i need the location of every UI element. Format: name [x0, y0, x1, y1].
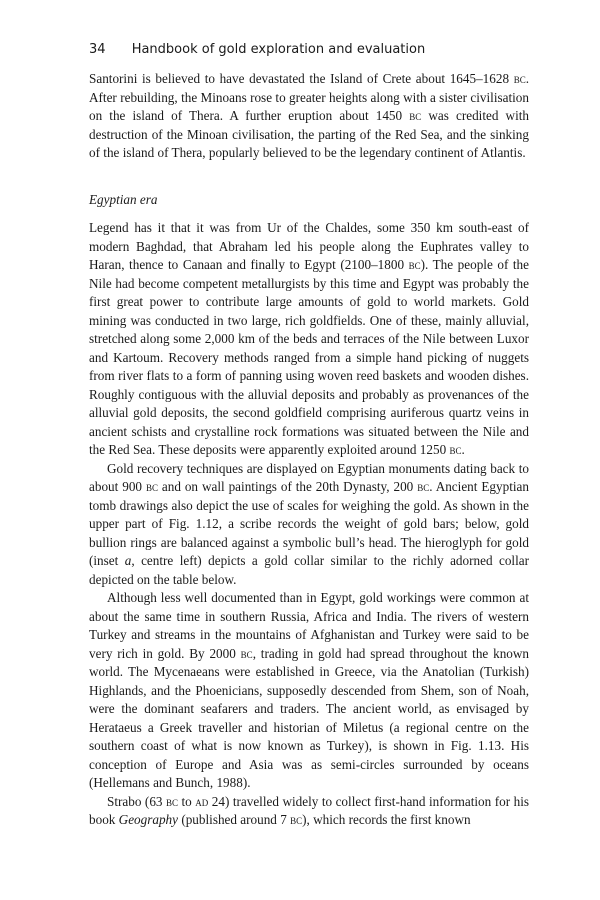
italic-text: Geography	[118, 812, 179, 827]
paragraph-gold-recovery	[89, 460, 529, 590]
text-segment: and on wall paintings of the 20th Dynasty, 200	[157, 479, 418, 494]
era-abbreviation: bc	[240, 646, 253, 661]
italic-text: a	[124, 553, 132, 568]
era-abbreviation: bc	[449, 443, 462, 457]
section-heading-egyptian-era: Egyptian era	[89, 191, 158, 207]
text-segment: Santorini is believed to have devastated the Island of Crete about 1645–1628	[89, 71, 514, 86]
era-abbreviation: bc	[166, 794, 179, 809]
text-segment: , centre left) depicts a gold collar similar to the richly adorned collar depicted on the table below.	[89, 553, 529, 587]
era-abbreviation: bc	[290, 813, 303, 827]
era-abbreviation: bc	[513, 72, 526, 86]
text-segment: , trading in gold had spread throughout the known world. The Mycenaeans were established in Greece, via the Anatolian (Turkish) Highlands, and the Phoenicians, supposedly descended from Shem, son of Noah, were the dominant seafarers and traders. The ancient world, as envisaged by Herataeus a Greek traveller and historian of Miletus (a regional centre on the southern coast of what is now known as Turkey), is shown in Fig. 1.13. His conception of Europe and Asia was as semi-circles surrounded by oceans (Hellemans and Bunch, 1988).	[89, 645, 530, 790]
text-segment: was credited with destruction of the Minoan civilisation, the parting of the Red Sea, and the sinking of the island of Thera, popularly believed to be the legendary continent of Atlantis.	[89, 108, 529, 160]
paragraph-less-documented	[89, 589, 529, 793]
text-body	[89, 70, 529, 830]
era-abbreviation: bc	[408, 258, 421, 272]
page-number: 34	[89, 42, 106, 57]
text-segment: Gold recovery techniques are displayed on Egyptian monuments dating back to about 900	[89, 460, 529, 494]
text-segment: .	[461, 442, 465, 457]
text-segment: . Ancient Egyptian tomb drawings also depict the use of scales for weighing the gold. As shown in the upper part of Fig. 1.12, a scribe records the weight of gold bars; below, gold bullion rings are balanced against a symbolic bull’s head. The hieroglyph for gold (inset	[89, 479, 529, 568]
text-segment: Strabo (63	[107, 793, 166, 809]
paragraph-santorini	[89, 70, 529, 163]
paragraph-legend	[89, 219, 529, 460]
page-header	[89, 42, 425, 57]
text-segment: ), which records the first known	[302, 812, 471, 827]
era-abbreviation: bc	[409, 109, 422, 123]
text-segment: Although less well documented than in Egypt, gold workings were common at about the same time in southern Russia, Africa and India. The rivers of western Turkey and streams in the mountains of Afghanistan and Turkey were said to be very rich in gold. By 2000	[89, 590, 529, 661]
era-abbreviation: ad	[195, 794, 209, 809]
text-segment: 24) travelled widely to collect first-hand information for his book	[89, 793, 529, 827]
text-segment: . After rebuilding, the Minoans rose to greater heights along with a sister civilisation on the island of Thera. A further eruption about 1450	[89, 71, 529, 123]
text-segment: ). The people of the Nile had become competent metallurgists by this time and Egypt was probably the first great power to contribute large amounts of gold to world markets. Gold mining was conducted in two large, rich goldfields. One of these, mainly alluvial, stretched along some 2,000 km of the beds and terraces of the Nile between Luxor and Kartoum. Recovery methods ranged from a simple hand picking of nuggets from river flats to a form of panning using woven reed baskets and wooden dishes. Roughly contiguous with the alluvial deposits and probably as provenances of the alluvial gold deposits, the second goldfield comprising auriferous quartz veins in ancient schists and crystalline rock formations was situated between the Nile and the Red Sea. These deposits were apparently exploited around 1250	[89, 257, 529, 457]
paragraph-strabo	[89, 793, 529, 830]
running-title: Handbook of gold exploration and evaluation	[131, 42, 426, 57]
era-abbreviation: bc	[417, 480, 430, 494]
text-segment: Legend has it that it was from Ur of the Chaldes, some 350 km south-east of modern Baghdad, that Abraham led his people along the Euphrates valley to Haran, thence to Canaan and finally to Egypt (2100–1800	[89, 220, 529, 272]
text-segment: to	[178, 793, 196, 809]
text-segment: (published around 7	[178, 812, 291, 827]
era-abbreviation: bc	[145, 480, 158, 494]
